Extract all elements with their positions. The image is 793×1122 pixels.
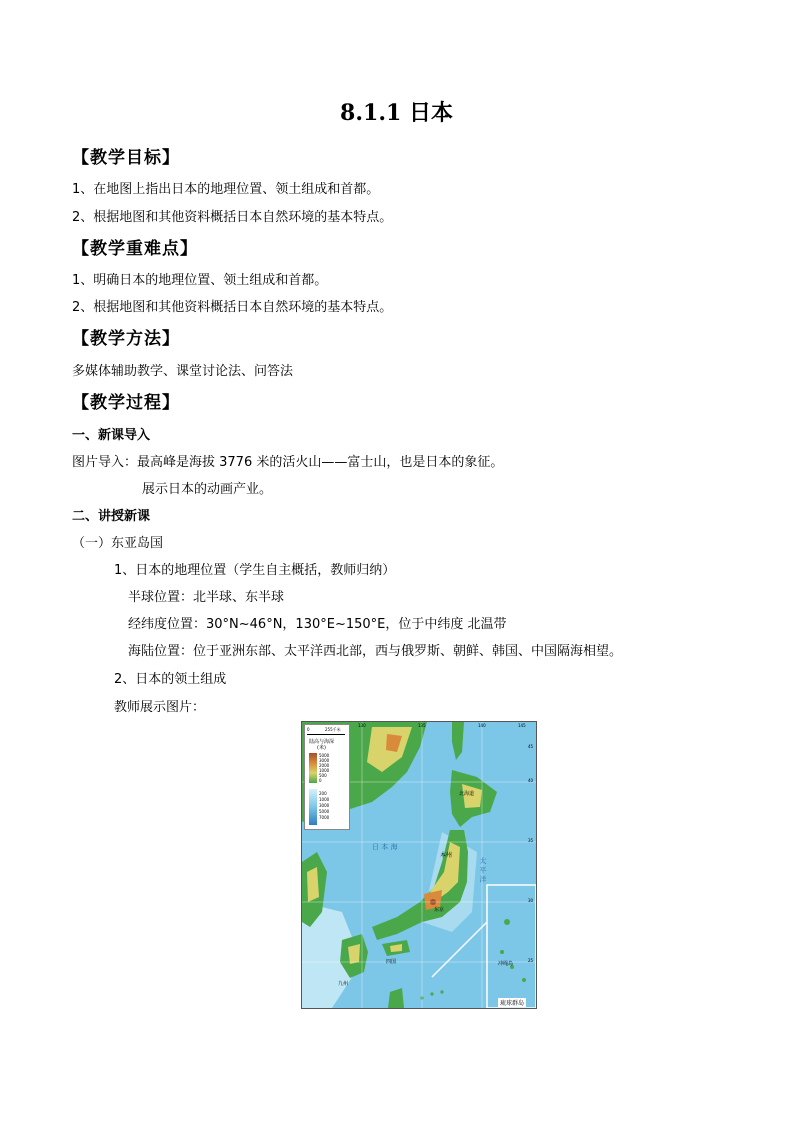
part1-line1: 图片导入：最高峰是海拔 3776 米的活火山——富士山，也是日本的象征。 (72, 455, 504, 470)
key-point-item-2: 2、根据地图和其他资料概括日本自然环境的基本特点。 (72, 300, 393, 315)
lon-tick: 130 (358, 723, 366, 728)
scale-zero: 0 (307, 727, 310, 732)
label-shikoku: 四国 (386, 959, 397, 965)
legend-sea-value: 3000 (319, 803, 330, 808)
legend-land-value: 2000 (319, 763, 330, 768)
scale-label: 255千米 (325, 727, 341, 732)
latlon-position: 经纬度位置：30°N~46°N，130°E~150°E，位于中纬度 北温带 (128, 617, 507, 632)
legend-land-value: 5000 (319, 753, 330, 758)
legend-land-value: 500 (319, 773, 327, 778)
legend-title: 陆高与海深 (309, 739, 335, 745)
hemisphere-position: 半球位置：北半球、东半球 (128, 590, 285, 605)
label-sea-of-japan: 日 本 海 (372, 843, 398, 851)
show-image-text: 教师展示图片： (114, 700, 206, 715)
part1-line2: 展示日本的动画产业。 (142, 482, 273, 497)
label-kyushu: 九州 (338, 981, 349, 987)
legend-sea-value: 5000 (319, 809, 330, 814)
label-pacific: 太 平 洋 (479, 857, 487, 883)
lat-tick: 30 (528, 898, 534, 903)
part2-heading: 二、讲授新课 (72, 509, 151, 524)
legend-sea-value: 200 (319, 791, 327, 796)
label-honshu: 本州 (440, 852, 453, 859)
label-tokyo: 东京 (434, 907, 445, 913)
japan-physical-map (301, 721, 537, 1009)
key-points-heading: 【教学重难点】 (72, 239, 198, 259)
legend-land-value: 3000 (319, 758, 330, 763)
process-heading: 【教学过程】 (72, 393, 180, 413)
legend-land-values (319, 753, 329, 783)
lon-tick: 135 (418, 723, 426, 728)
sea-land-position: 海陆位置：位于亚洲东部、太平洋西北部，西与俄罗斯、朝鲜、韩国、中国隔海相望。 (128, 644, 623, 659)
legend-sea-values (319, 791, 329, 821)
methods-heading: 【教学方法】 (72, 329, 180, 349)
lat-tick: 40 (528, 778, 534, 783)
label-ryukyu: 琉球群岛 (500, 1000, 525, 1007)
lat-tick: 25 (528, 958, 534, 963)
legend-sea-value: 7000 (319, 815, 330, 820)
lat-tick: 45 (528, 744, 534, 749)
point1-location: 1、日本的地理位置（学生自主概括，教师归纳） (114, 563, 396, 578)
legend-sea-value: 1000 (319, 797, 330, 802)
map-legend (304, 724, 350, 830)
scale-bar (307, 734, 345, 735)
goal-item-2: 2、根据地图和其他资料概括日本自然环境的基本特点。 (72, 210, 393, 225)
lat-tick: 35 (528, 838, 534, 843)
label-hokkaido: 北海道 (459, 791, 475, 797)
legend-land-value: 0 (319, 778, 322, 783)
legend-unit: (米) (317, 745, 326, 751)
legend-land-value: 1000 (319, 768, 330, 773)
page-title: 8.1.1 日本 (340, 100, 453, 126)
methods-text: 多媒体辅助教学、课堂讨论法、问答法 (72, 364, 294, 379)
subsection-east-asia: （一）东亚岛国 (72, 536, 164, 551)
point2-territory: 2、日本的领土组成 (114, 672, 227, 687)
key-point-item-1: 1、明确日本的地理位置、领土组成和首都。 (72, 273, 328, 288)
label-okinawa: 冲绳岛 (498, 961, 514, 967)
legend-land-ramp (309, 753, 317, 783)
lon-tick: 145 (518, 723, 526, 728)
goal-item-1: 1、在地图上指出日本的地理位置、领土组成和首都。 (72, 182, 380, 197)
part1-heading: 一、新课导入 (72, 428, 151, 443)
lon-tick: 140 (478, 723, 486, 728)
goals-heading: 【教学目标】 (72, 148, 180, 168)
legend-sea-ramp (309, 789, 317, 825)
